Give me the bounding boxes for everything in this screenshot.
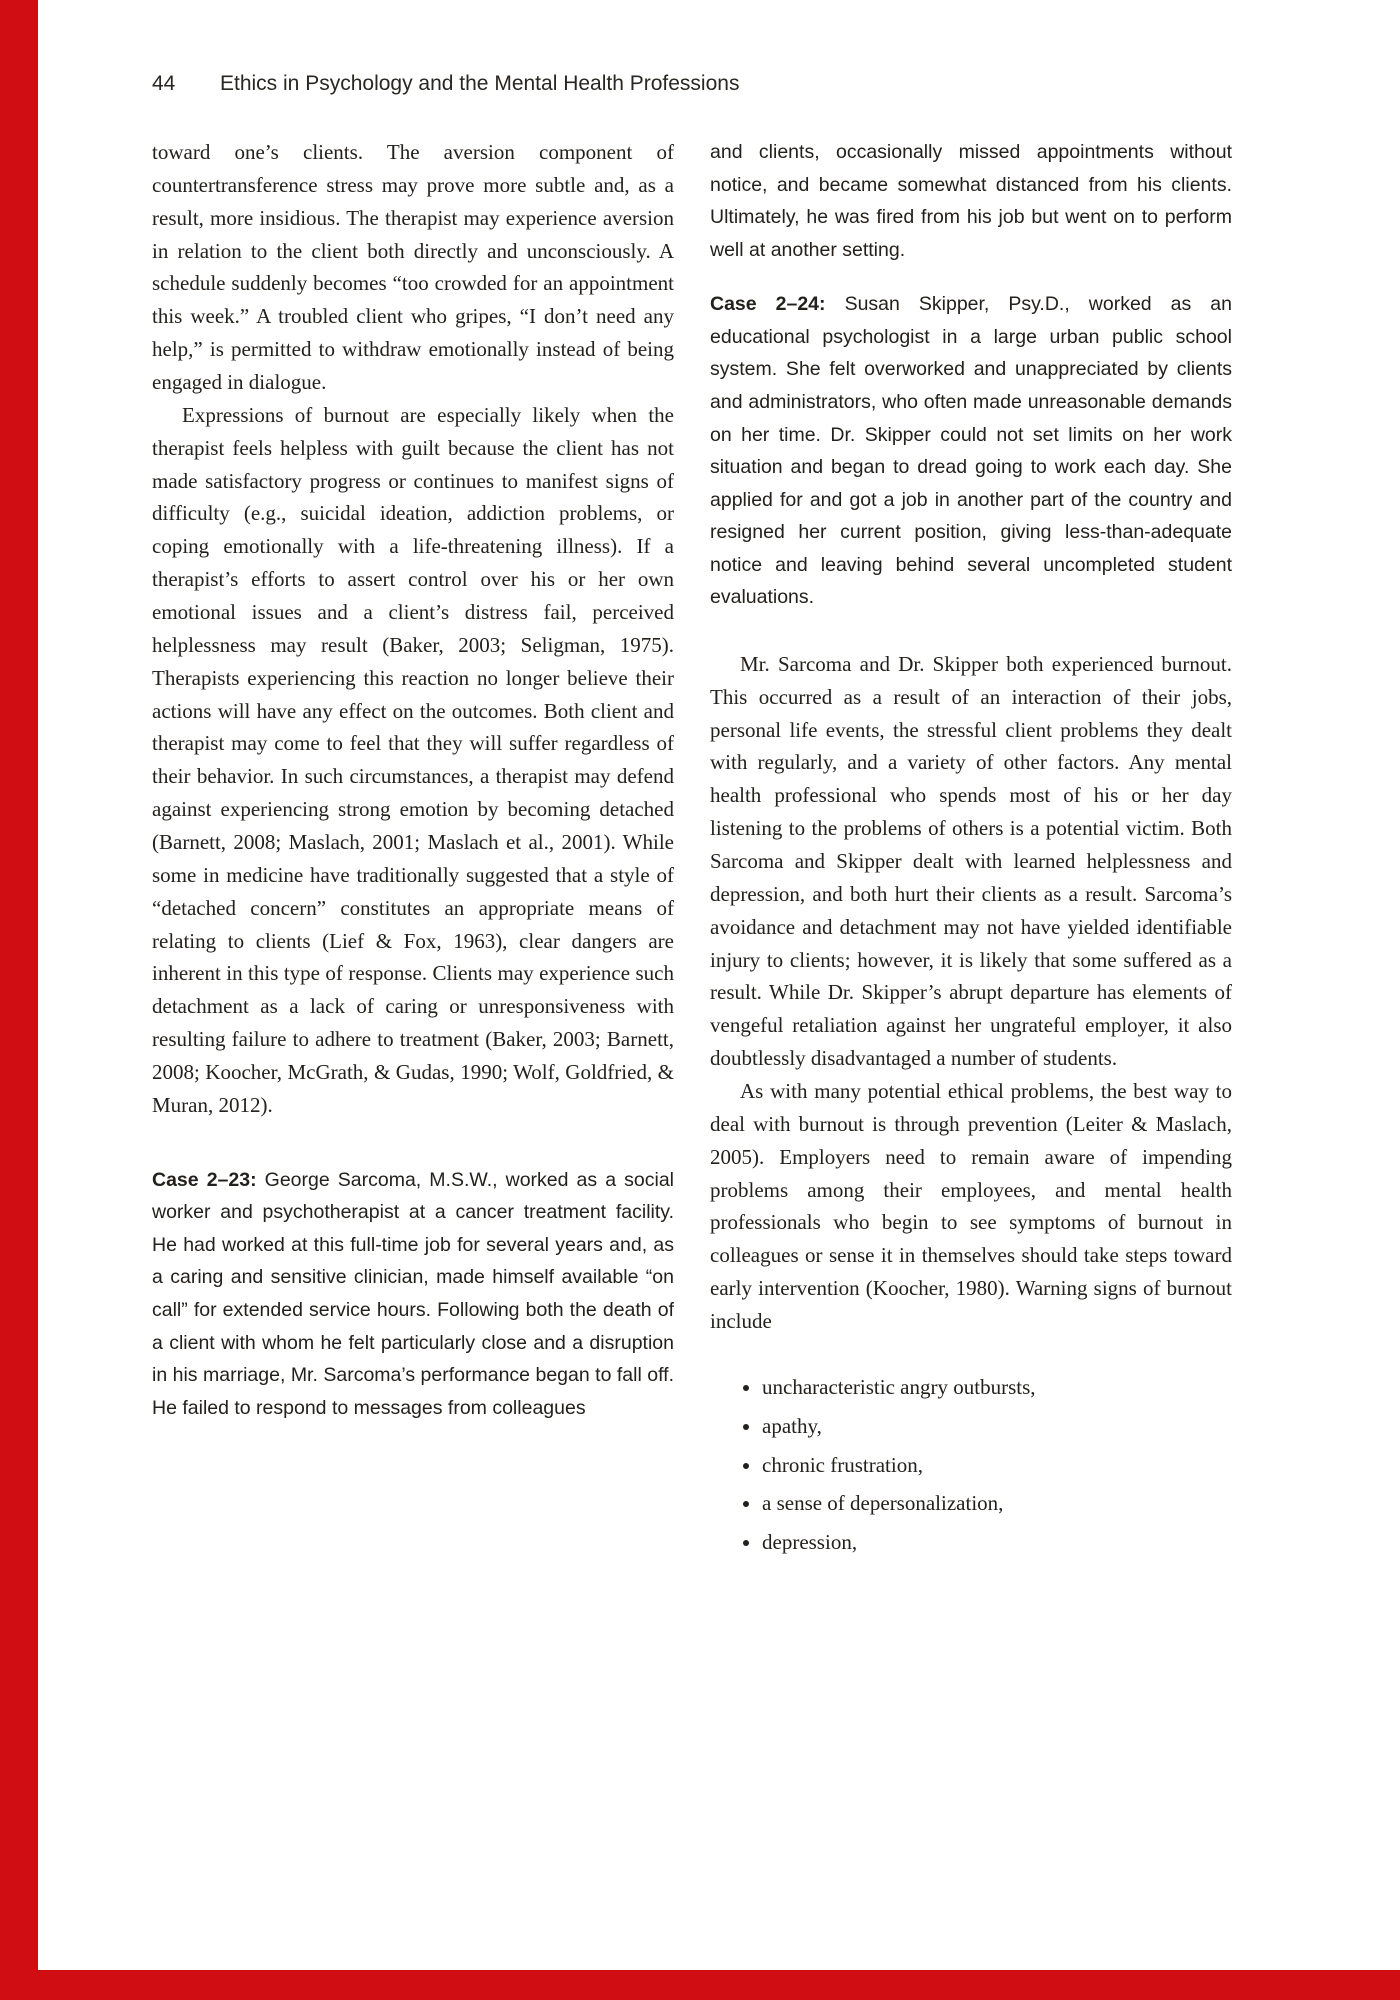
page-number: 44 <box>152 72 176 95</box>
paragraph-continuation: toward one’s clients. The aversion component of countertransference stress may prove more subtle and, as a result, more insidious. The therapist may experience aversion in relation to the client both directly and unconsciously. A schedule suddenly becomes “too crowded for an appointment this week.” A troubled client who gripes, “I don’t need any help,” is permitted to withdraw emotionally instead of being engaged in dialogue. <box>152 140 674 395</box>
paragraph-burnout-expressions: Expressions of burnout are especially likely when the therapist feels helpless with guilt because the client has not made satisfactory progress or continues to manifest signs of difficulty (e.g., suicidal ideation, addiction problems, or coping emotionally with a life-threatening illness). If a therapist’s efforts to assert control over his or her own emotional issues and a client’s distress fail, perceived helplessness may result (Baker, 2003; Seligman, 1975). Therapists experiencing this reaction no longer believe their actions will have any effect on the outcomes. Both client and therapist may come to feel that they will suffer regardless of their behavior. In such circumstances, a therapist may defend against experiencing strong emotion by becoming detached (Barnett, 2008; Maslach, 2001; Maslach et al., 2001). While some in medicine have traditionally suggested that a style of “detached concern” constitutes an appropriate means of relating to clients (Lief & Fox, 1963), clear dangers are inherent in this type of response. Clients may experience such detachment as a lack of caring or unresponsiveness with resulting failure to adhere to treatment (Baker, 2003; Barnett, 2008; Koocher, McGrath, & Gudas, 1990; Wolf, Goldfried, & Muran, 2012). <box>152 402 674 1117</box>
list-item: • depression, <box>762 1523 1232 1562</box>
list-item: • apathy, <box>762 1407 1232 1446</box>
list-item: • uncharacteristic angry outbursts, <box>762 1368 1232 1407</box>
left-column <box>152 136 674 1562</box>
running-header <box>152 72 1232 96</box>
list-item: • chronic frustration, <box>762 1446 1232 1485</box>
case-2-24 <box>710 288 1232 614</box>
case-2-23 <box>152 1164 674 1425</box>
list-item: • a sense of depersonalization, <box>762 1484 1232 1523</box>
paragraph-sarcoma-skipper: Mr. Sarcoma and Dr. Skipper both experienced burnout. This occurred as a result of an interaction of their jobs, personal life events, the stressful client problems they dealt with regularly, and a variety of other factors. Any mental health professional who spends most of his or her day listening to the problems of others is a potential victim. Both Sarcoma and Skipper dealt with learned helplessness and depression, and both hurt their clients as a result. Sarcoma’s avoidance and detachment may not have yielded identifiable injury to clients; however, it is likely that some suffered as a result. While Dr. Skipper’s abrupt departure has elements of vengeful retaliation against her ungrateful employer, it also doubtlessly disadvantaged a number of students. <box>710 651 1232 1071</box>
case-2-23-label: Case 2–23: <box>152 1168 257 1191</box>
case-2-24-label: Case 2–24: <box>710 293 826 316</box>
paragraph-prevention: As with many potential ethical problems, the best way to deal with burnout is through prevention (Leiter & Maslach, 2005). Employers need to remain aware of impending problems among their employees, and mental health professionals who begin to see symptoms of burnout in colleagues or sense it in themselves should take steps toward early intervention (Koocher, 1980). Warning signs of burnout include <box>710 1079 1232 1334</box>
running-head-title: Ethics in Psychology and the Mental Health Professions <box>220 72 740 95</box>
case-2-23-continuation: and clients, occasionally missed appointments without notice, and became somewhat distanced from his clients. Ultimately, he was fired from his job but went on to perform well at another setting. <box>710 141 1232 261</box>
case-2-23-text: George Sarcoma, M.S.W., worked as a social worker and psychotherapist at a cancer treatment facility. He had worked at this full-time job for several years and, as a caring and sensitive clinician, made himself available “on call” for extended service hours. Following both the death of a client with whom he felt particularly close and a disruption in his marriage, Mr. Sarcoma’s performance began to fall off. He failed to respond to messages from colleagues <box>152 1168 674 1419</box>
right-column <box>710 136 1232 1562</box>
burnout-warning-signs-list <box>710 1368 1232 1562</box>
case-2-24-text: Susan Skipper, Psy.D., worked as an educational psychologist in a large urban public school system. She felt overworked and unappreciated by clients and administrators, who often made unreasonable demands on her time. Dr. Skipper could not set limits on her work situation and began to dread going to work each day. She applied for and got a job in another part of the country and resigned her current position, giving less-than-adequate notice and leaving behind several uncompleted student evaluations. <box>710 293 1232 609</box>
book-page <box>38 0 1400 1970</box>
two-column-text <box>152 136 1232 1562</box>
